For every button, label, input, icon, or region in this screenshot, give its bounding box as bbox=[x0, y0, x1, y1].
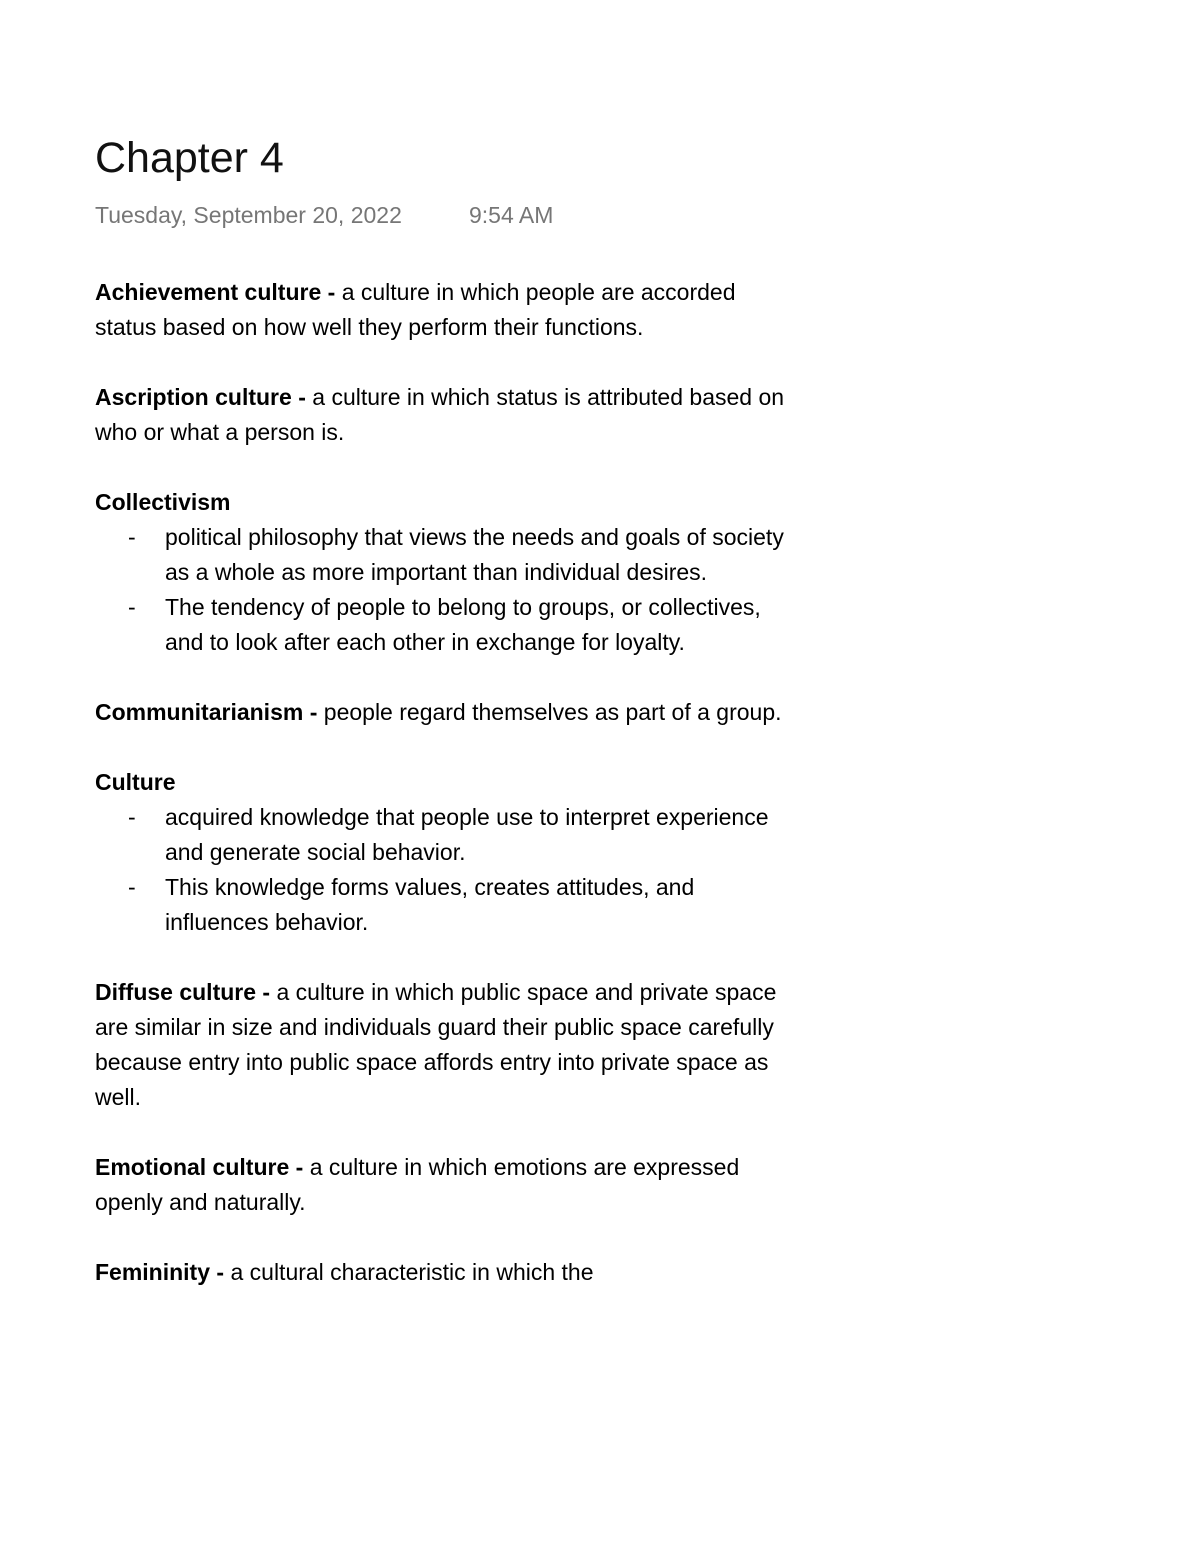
term-separator: - bbox=[291, 384, 313, 410]
note-content bbox=[95, 275, 785, 1290]
bullet-text: This knowledge forms values, creates attitudes, and influences behavior. bbox=[165, 874, 695, 935]
bullet-list bbox=[95, 520, 785, 660]
note-date: Tuesday, September 20, 2022 bbox=[95, 202, 402, 228]
definition: a cultural characteristic in which the bbox=[230, 1259, 594, 1285]
list-item bbox=[95, 870, 785, 940]
bullet-list bbox=[95, 800, 785, 940]
term-separator: - bbox=[303, 699, 324, 725]
definition: a culture in which people are accorded status based on how well they perform their functions. bbox=[95, 279, 736, 340]
definition: a culture in which public space and private space are similar in size and individuals guard their public space carefully because entry into public space affords entry into private space as well. bbox=[95, 979, 777, 1110]
bullet-dash: - bbox=[128, 524, 136, 550]
bullet-dash: - bbox=[128, 594, 136, 620]
glossary-entry-femininity bbox=[95, 1255, 785, 1290]
note-page bbox=[95, 130, 785, 1325]
list-item bbox=[95, 800, 785, 870]
term: Diffuse culture bbox=[95, 979, 257, 1005]
term-separator: - bbox=[289, 1154, 310, 1180]
definition: a culture in which status is attributed based on who or what a person is. bbox=[95, 384, 785, 445]
bullet-text: The tendency of people to belong to groups, or collectives, and to look after each other in exchange for loyalty. bbox=[165, 594, 761, 655]
note-timestamp bbox=[95, 200, 785, 230]
term: Ascription culture bbox=[95, 384, 292, 410]
glossary-entry-emotional-culture bbox=[95, 1150, 785, 1220]
definition: people regard themselves as part of a group. bbox=[323, 699, 782, 725]
term-separator: - bbox=[321, 279, 342, 305]
term: Culture bbox=[95, 769, 176, 795]
term-separator: - bbox=[210, 1259, 231, 1285]
note-time: 9:54 AM bbox=[469, 202, 554, 228]
definition: a culture in which emotions are expressed openly and naturally. bbox=[95, 1154, 740, 1215]
bullet-text: acquired knowledge that people use to interpret experience and generate social behavior. bbox=[165, 804, 769, 865]
bullet-dash: - bbox=[128, 804, 136, 830]
term: Femininity bbox=[95, 1259, 211, 1285]
glossary-entry-collectivism bbox=[95, 485, 785, 660]
term-separator: - bbox=[256, 979, 277, 1005]
bullet-text: political philosophy that views the needs and goals of society as a whole as more important than individual desires. bbox=[165, 524, 784, 585]
page-title: Chapter 4 bbox=[95, 134, 284, 182]
list-item bbox=[95, 520, 785, 590]
bullet-dash: - bbox=[128, 874, 136, 900]
glossary-entry-diffuse-culture bbox=[95, 975, 785, 1115]
glossary-entry-culture bbox=[95, 765, 785, 940]
list-item bbox=[95, 590, 785, 660]
term: Achievement culture bbox=[95, 279, 322, 305]
glossary-entry-communitarianism bbox=[95, 695, 785, 730]
term: Collectivism bbox=[95, 489, 231, 515]
glossary-entry-achievement-culture bbox=[95, 275, 785, 345]
term: Communitarianism bbox=[95, 699, 304, 725]
glossary-entry-ascription-culture bbox=[95, 380, 785, 450]
term: Emotional culture bbox=[95, 1154, 290, 1180]
